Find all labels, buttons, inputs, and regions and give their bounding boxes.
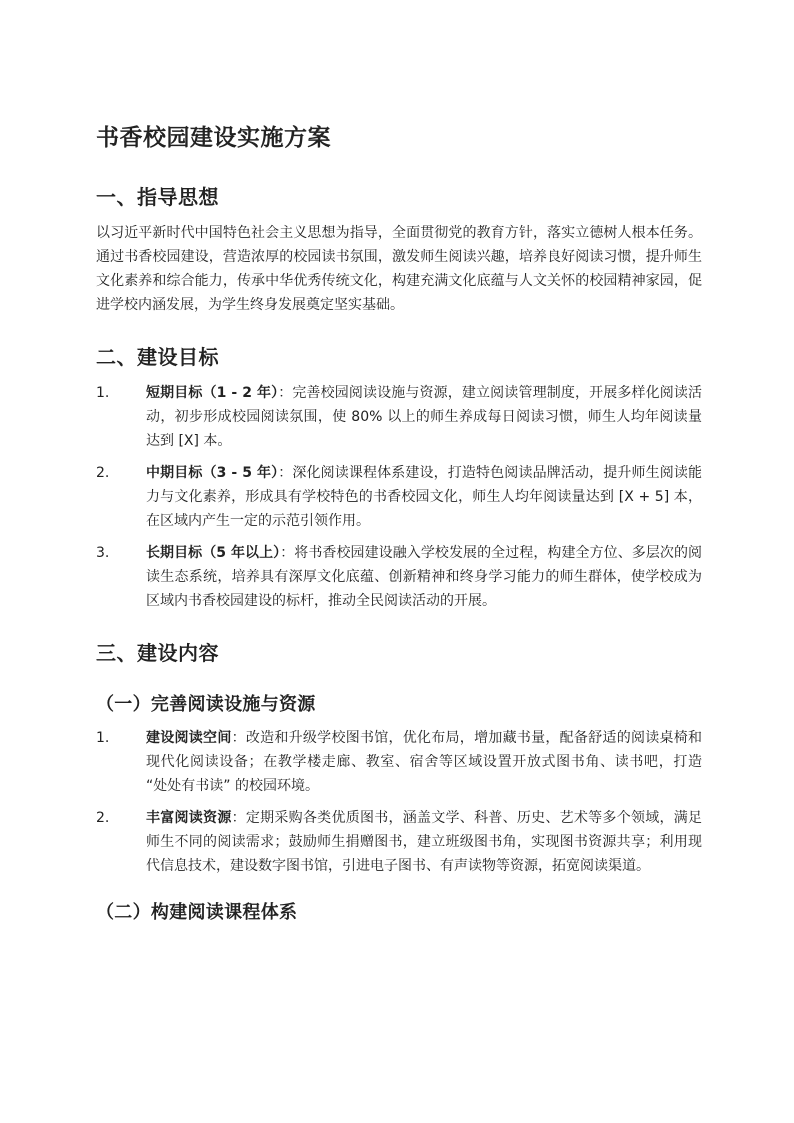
list-item-separator: ： bbox=[278, 465, 293, 481]
list-item-separator: ： bbox=[231, 810, 246, 826]
list-item-label: 短期目标（1 - 2 年） bbox=[146, 385, 279, 401]
list-item-text: 将书香校园建设融入学校发展的全过程，构建全方位、多层次的阅读生态系统，培养具有深厚文化底蕴、创新精神和终身学习能力的师生群体，使学校成为区域内书香校园建设的标杆，推动全民阅读活动的开展。 bbox=[146, 545, 703, 609]
goals-list bbox=[96, 381, 702, 613]
guiding-paragraph: 以习近平新时代中国特色社会主义思想为指导，全面贯彻党的教育方针，落实立德树人根本任务。通过书香校园建设，营造浓厚的校园读书氛围，激发师生阅读兴趣，培养良好阅读习惯，提升师生文化素养和综合能力，传承中华优秀传统文化，构建充满文化底蕴与人文关怀的校园精神家园，促进学校内涵发展，为学生终身发展奠定坚实基础。 bbox=[96, 225, 702, 313]
document-page bbox=[96, 118, 702, 929]
subsection-heading-curriculum: （二）构建阅读课程体系 bbox=[96, 902, 298, 923]
list-item-separator: ： bbox=[280, 545, 295, 561]
list-item-label: 长期目标（5 年以上） bbox=[146, 545, 281, 561]
list-item-text: 完善校园阅读设施与资源，建立阅读管理制度，开展多样化阅读活动，初步形成校园阅读氛围，使 80% 以上的师生养成每日阅读习惯，师生人均年阅读量达到 [X] 本。 bbox=[146, 385, 703, 449]
list-item-label: 建设阅读空间 bbox=[146, 730, 232, 746]
list-item-separator: ： bbox=[231, 730, 246, 746]
list-item-label: 中期目标（3 - 5 年） bbox=[146, 465, 279, 481]
list-item bbox=[96, 381, 702, 453]
facilities-list bbox=[96, 726, 702, 878]
list-number: 2. bbox=[96, 810, 110, 826]
list-item bbox=[96, 806, 702, 878]
list-item-separator: ： bbox=[278, 385, 293, 401]
list-item-text: 定期采购各类优质图书，涵盖文学、科普、历史、艺术等多个领域，满足师生不同的阅读需求；鼓励师生捐赠图书，建立班级图书角，实现图书资源共享；利用现代信息技术，建设数字图书馆，引进电子图书、有声读物等资源，拓宽阅读渠道。 bbox=[146, 810, 703, 874]
list-number: 1. bbox=[96, 385, 110, 401]
subsection-heading-facilities: （一）完善阅读设施与资源 bbox=[96, 694, 316, 715]
section-heading-guiding: 一、指导思想 bbox=[96, 185, 219, 209]
section-heading-goals: 二、建设目标 bbox=[96, 345, 219, 369]
section-heading-content: 三、建设内容 bbox=[96, 641, 219, 665]
list-item bbox=[96, 726, 702, 798]
list-number: 2. bbox=[96, 465, 110, 481]
list-item-text: 深化阅读课程体系建设，打造特色阅读品牌活动，提升师生阅读能力与文化素养，形成具有学校特色的书香校园文化，师生人均年阅读量达到 [X + 5] 本，在区域内产生一定的示范引领作用。 bbox=[146, 465, 703, 529]
list-item bbox=[96, 461, 702, 533]
list-item-label: 丰富阅读资源 bbox=[146, 810, 232, 826]
list-item bbox=[96, 541, 702, 613]
list-item-text: 改造和升级学校图书馆，优化布局，增加藏书量，配备舒适的阅读桌椅和现代化阅读设备；在教学楼走廊、教室、宿舍等区域设置开放式图书角、读书吧，打造 “处处有书读” 的校园环境。 bbox=[146, 730, 703, 794]
list-number: 1. bbox=[96, 730, 110, 746]
list-number: 3. bbox=[96, 545, 110, 561]
document-title: 书香校园建设实施方案 bbox=[96, 125, 331, 151]
